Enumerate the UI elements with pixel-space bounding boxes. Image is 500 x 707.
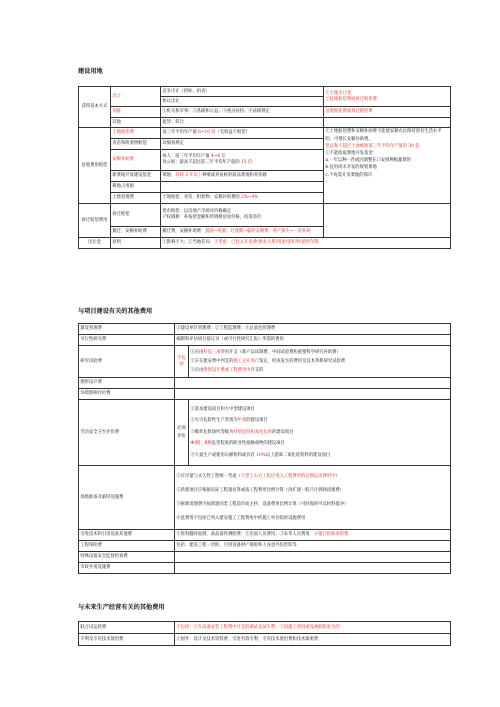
list-line bbox=[190, 366, 448, 375]
row-label: 研究试验费 bbox=[79, 346, 175, 378]
note-line: ②不能收取菜地开发基金： bbox=[325, 150, 377, 156]
text: 开支的 bbox=[250, 368, 264, 373]
list-line bbox=[176, 512, 448, 526]
cell bbox=[175, 466, 451, 530]
cell bbox=[175, 552, 451, 563]
row-label: 征地费用赔偿 bbox=[79, 128, 111, 204]
cell: 包括：建设工程一切险、引进设备财产保险和人身意外伤害险等 bbox=[175, 541, 451, 552]
cell bbox=[161, 204, 324, 227]
note-line: a.一年以种一茬或因调整在口安排种粮蔬菜的 bbox=[325, 158, 411, 164]
row-label: 勘察设计费 bbox=[79, 378, 175, 389]
cell bbox=[161, 150, 324, 171]
cell: 拆迁赔偿 bbox=[111, 204, 161, 227]
text: ③考虑：已投入开发费/供求关系/用途/容积率/使用年限 bbox=[213, 240, 319, 246]
list-line bbox=[190, 348, 448, 357]
cell: 竞争出让（招标、拍卖） bbox=[161, 87, 324, 97]
cell bbox=[161, 128, 324, 139]
text: 甲类 bbox=[237, 418, 247, 424]
note-line: 但总和不超过土地被收前三年平均年产值的 30 倍 bbox=[325, 143, 420, 149]
list-line bbox=[176, 484, 448, 498]
text: ③拆除清理费可按新建同类工程造价或主材、设备费用比例计算（可回收的可以材料抵冲） bbox=[176, 501, 349, 507]
text: 搬迁费，安顿补助费： bbox=[162, 229, 206, 235]
list-line bbox=[190, 357, 448, 366]
cell bbox=[161, 227, 324, 238]
construction-fee-table bbox=[78, 323, 451, 574]
text: ④银行担保承诺费 bbox=[313, 532, 349, 538]
row-label: 联合试运转费 bbox=[79, 622, 175, 634]
cell bbox=[175, 389, 451, 400]
list-line bbox=[176, 470, 448, 484]
cell: 原则 bbox=[111, 238, 161, 249]
cell bbox=[175, 622, 451, 634]
cell bbox=[189, 346, 451, 378]
text: ②新建项目应根据实际工程量估算或按工程费用比例计算（改扩建一般只计拆除清理费） bbox=[176, 487, 344, 493]
row-label: 劳动安全卫生评价费 bbox=[79, 400, 175, 466]
list-line bbox=[190, 427, 448, 439]
cell bbox=[175, 563, 451, 574]
text: ①影响不大；②当地差异； bbox=[162, 240, 214, 246]
text: 勘察设计费或工程费用中 bbox=[203, 368, 251, 373]
text: 的建设项目 bbox=[246, 418, 268, 424]
text: 6~10 倍 bbox=[198, 130, 216, 136]
row-label: 市政共用设施费 bbox=[79, 563, 175, 574]
note-line: c.不再需开发菜地的那市 bbox=[325, 172, 373, 178]
text: ①在设备安装工程费中开支的调试及试车费； bbox=[193, 624, 280, 630]
cell: ①国外：设计及技术资料费、引进有效专利、专有技术使用费和技术保密费 bbox=[175, 634, 451, 646]
cell: 征地赔偿费或拆迁赔偿费 bbox=[324, 107, 451, 118]
text: 15 倍 bbox=[241, 160, 253, 165]
text: 2%~4% bbox=[241, 195, 259, 201]
text: 前三年平均年产值 bbox=[162, 130, 199, 136]
text: 10% bbox=[256, 452, 266, 458]
text: 危害程度的职业性接触毒物的建设项目 bbox=[211, 441, 285, 447]
cell bbox=[175, 530, 451, 541]
text: 种菜或养鱼虾的商品菜地和养鱼塘 bbox=[202, 173, 267, 179]
text: ②因施工原因或设备缺陷发生的 bbox=[279, 624, 340, 630]
row-label: 建设管理费 bbox=[79, 324, 175, 335]
section-title-land: 建设用地 bbox=[78, 68, 103, 75]
cell-line: ①土地出让金 bbox=[325, 90, 352, 96]
text: 鉴定、检查发生的费用及技术革新研究试验费 bbox=[259, 359, 346, 364]
cell: 编制和评估项目提议书（或可行性研究汇报）所需的费用 bbox=[175, 335, 451, 346]
cell: 其他 bbox=[111, 118, 161, 128]
text: 大型土石方工程应进入工程费用的总图运送费用中 bbox=[240, 473, 336, 479]
text: 的建设项目 bbox=[272, 429, 294, 435]
cell: 安顿补助费 bbox=[111, 150, 161, 171]
cell bbox=[324, 204, 451, 238]
cell bbox=[161, 193, 324, 204]
cell-line: 产权调换：补按偿金额和所调换房屋价格，结清差价 bbox=[162, 215, 262, 220]
cell bbox=[189, 400, 451, 466]
text: 施工企业进行 bbox=[233, 359, 260, 364]
cell: 青苗和附着物赔偿 bbox=[111, 139, 161, 150]
text: （无收益不赔偿） bbox=[215, 130, 250, 136]
list-line bbox=[190, 404, 448, 416]
text: 提前→奖励；过渡期→临时安顿费；停产损失→一次补助 bbox=[205, 229, 311, 235]
cell: 详细看规定 bbox=[161, 139, 324, 150]
cell bbox=[161, 238, 451, 249]
cell bbox=[175, 378, 451, 389]
cell bbox=[161, 171, 324, 182]
cell: 租赁；转让 bbox=[161, 118, 324, 128]
cell: 土地赔偿费 bbox=[111, 128, 161, 139]
cell: 耕地占用税 bbox=[111, 182, 161, 193]
note-line: b.征用尚未开发的规划菜地 bbox=[325, 165, 377, 171]
text: 不包括： bbox=[176, 624, 194, 630]
operation-fee-table bbox=[78, 621, 451, 646]
cell: 新菜地开发建设基金 bbox=[111, 171, 161, 182]
text: 菜地： bbox=[162, 173, 176, 179]
text: 用开支（新产品试制费、中间试验费和重要科学研究补助费） bbox=[224, 350, 341, 355]
cell: ①机关和军事；②基础和公益；③重点扶持；④法规规定 bbox=[161, 107, 324, 118]
cell bbox=[161, 182, 324, 193]
text: ①应尽量与永久性工程统一考虑（ bbox=[176, 473, 241, 479]
cell-line: ②征地赔偿费或拆迁赔偿费 bbox=[325, 96, 377, 102]
row-label: 获得基本方式 bbox=[79, 87, 111, 128]
row-label: 环境影响评价费 bbox=[79, 389, 175, 400]
text: ②火灾危险性生产类别为 bbox=[190, 418, 238, 424]
cell: 协议出让 bbox=[161, 97, 324, 107]
text: ①应由 bbox=[190, 350, 204, 355]
text: 每公顷：最高不超过前三年平均年产值的 bbox=[162, 160, 242, 165]
cell-vertical: 不包括 bbox=[175, 346, 189, 378]
text: ①资料翻译复制、备品备件测绘费；②出国人员费用；③来华人员费用； bbox=[176, 532, 314, 538]
cell-line: 货币赔偿：以房地产市场评价格确定 bbox=[162, 209, 232, 215]
row-label: 特殊设备安全监督检查费 bbox=[79, 552, 175, 563]
cell bbox=[324, 118, 451, 128]
text: ③应由 bbox=[190, 368, 204, 373]
text: 每人：前三年平均年产值 bbox=[162, 154, 212, 160]
text: ①基本建设项目和大中型建设项目 bbox=[190, 406, 255, 412]
text: ④ bbox=[190, 441, 195, 447]
land-table bbox=[78, 86, 451, 249]
list-line bbox=[190, 415, 448, 427]
text: 4~6 倍 bbox=[211, 154, 226, 160]
section-title-construction: 与项目建设有关的其他费用 bbox=[78, 308, 153, 315]
list-line bbox=[190, 450, 448, 462]
section-title-operation: 与未来生产经营有关的其他费用 bbox=[78, 604, 165, 611]
row-label: 拆迁赔偿费用 bbox=[79, 204, 111, 238]
text: ⑤大量生产或使用石棉粉料或具有 bbox=[190, 452, 257, 458]
text: 持续 3 年以上 bbox=[175, 173, 203, 179]
row-label: 引进技术和引进设备其他费 bbox=[79, 530, 175, 541]
cell bbox=[324, 87, 451, 107]
cell: 出让 bbox=[111, 87, 161, 107]
note-line: ①土地赔偿费和安顿补助费不能使安顿农民保持原有生活水平的，可增长安顿补助费， bbox=[325, 129, 442, 142]
cell: 搬迁、安顿补助费 bbox=[111, 227, 161, 238]
notes-cell bbox=[324, 128, 451, 204]
row-label: 场地准备及临时设施费 bbox=[79, 466, 175, 530]
text: Ⅰ级、Ⅱ级 bbox=[194, 441, 212, 447]
row-label: 专利及专有技术使用费 bbox=[79, 634, 175, 646]
row-label: 工程保险费 bbox=[79, 541, 175, 552]
row-label: 可行性研究费 bbox=[79, 335, 175, 346]
row-label: 出让金 bbox=[79, 238, 111, 249]
text: ②应在建安费中列支的 bbox=[190, 359, 234, 364]
text: ） bbox=[335, 473, 340, 479]
text: ④此费用不包括已列入建安施工工程费用中的施工单位临时设施费用 bbox=[176, 515, 306, 521]
list-line bbox=[190, 438, 448, 450]
text: ③爆炸危险场所等级为 bbox=[190, 429, 234, 435]
cell: 划拨 bbox=[111, 107, 161, 118]
cell: ①建设单位管理费；②工程监理费；③总承包管理费 bbox=[175, 324, 451, 335]
text: 土地赔偿、青苗、附着物、安顿补助费的 bbox=[162, 195, 242, 201]
cell-vertical: 必须评价 bbox=[175, 400, 189, 466]
text: 特别危险和高度危险 bbox=[233, 429, 273, 435]
text: 科技三项费 bbox=[203, 350, 225, 355]
list-line bbox=[176, 498, 448, 512]
cell: 土地管理费 bbox=[111, 193, 161, 204]
text: 以上游离二氧化硅粉料的建设项目 bbox=[265, 452, 331, 458]
